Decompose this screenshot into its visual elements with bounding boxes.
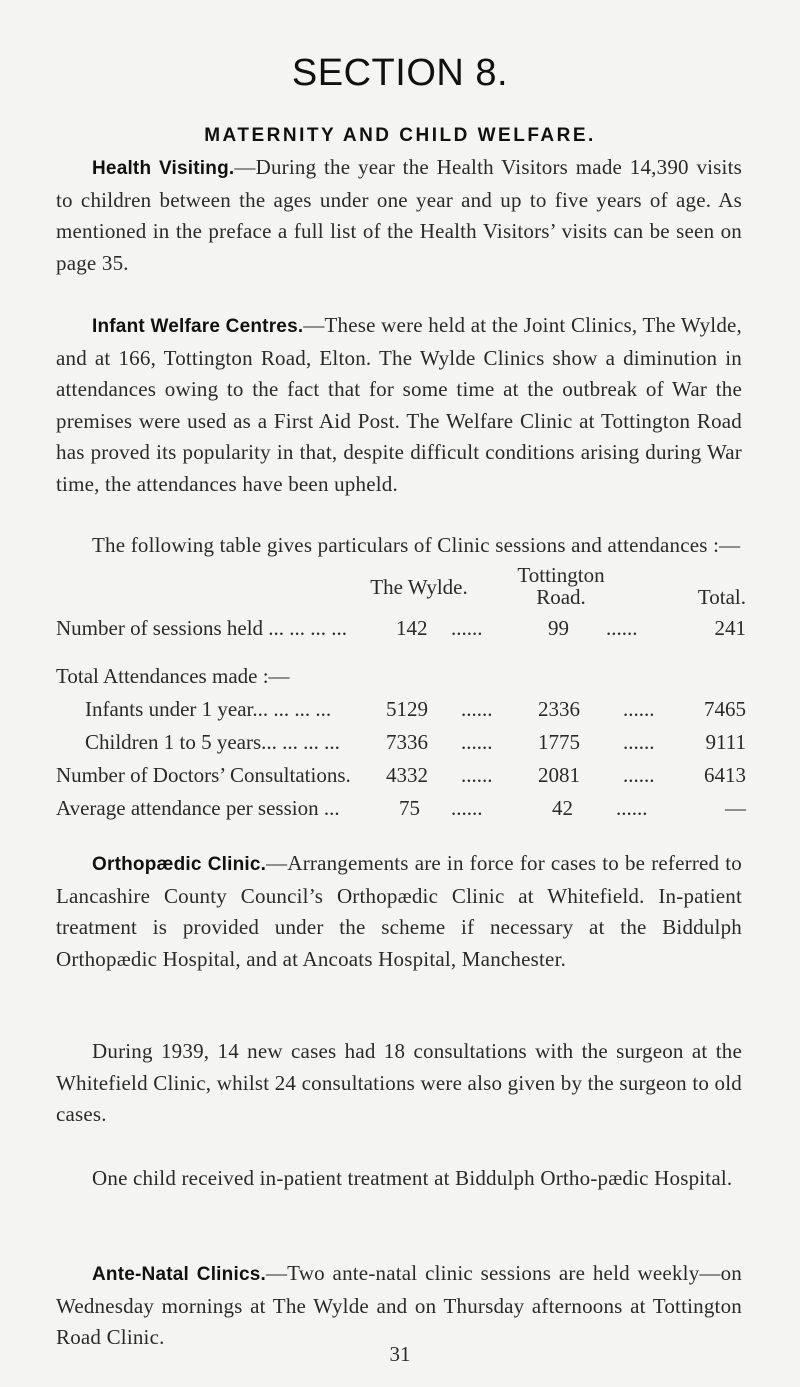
- attendances-label: Total Attendances made :—: [56, 664, 290, 688]
- section-title: SECTION 8.: [291, 52, 509, 94]
- row-label: Number of sessions held ... ... ... ...: [56, 616, 348, 640]
- col-header-tottington-line1: Tottington: [517, 563, 605, 587]
- infant-welfare-paragraph: [56, 310, 742, 500]
- cell-wylde: 75: [399, 796, 420, 820]
- leader-dots: ......: [461, 730, 493, 754]
- leader-dots: ......: [623, 763, 655, 787]
- table-row-sessions: [56, 612, 746, 644]
- ante-natal-paragraph: [56, 1258, 742, 1354]
- orthopaedic-heading: Orthopædic Clinic.: [92, 854, 267, 875]
- leader-dots: ......: [461, 763, 493, 787]
- health-visiting-heading: Health Visiting.: [92, 158, 235, 179]
- table-row-consultations: [56, 759, 746, 791]
- row-label: Children 1 to 5 years... ... ... ...: [85, 730, 340, 754]
- cell-total: —: [725, 796, 746, 820]
- col-header-wylde: The Wylde.: [370, 575, 468, 599]
- table-subheading: [56, 660, 746, 692]
- health-visiting-text: —During the year the Health Visitors made 14,390 visits to children between the ages under one year and up to five years of age. As mentioned in the preface a full list of the Health Visitors’ visits can be seen on page 35.: [56, 155, 742, 275]
- page-number: 31: [389, 1342, 411, 1366]
- table-row-infants: [56, 693, 746, 725]
- ante-natal-heading: Ante-Natal Clinics.: [92, 1264, 266, 1285]
- leader-dots: ......: [451, 616, 483, 640]
- cell-wylde: 5129: [386, 697, 428, 721]
- cell-wylde: 4332: [386, 763, 428, 787]
- cell-total: 7465: [704, 697, 746, 721]
- orthopaedic-text: —Arrangements are in force for cases to be referred to Lancashire County Council’s Orthopædic Clinic at Whitefield. In-patient treatment is provided under the scheme if necessary at the Biddulph Orthopædic Hospital, and at Ancoats Hospital, Manchester.: [56, 851, 742, 971]
- leader-dots: ......: [606, 616, 638, 640]
- cell-tottington: 1775: [538, 730, 580, 754]
- cell-tottington: 42: [552, 796, 573, 820]
- ante-natal-text: —Two ante-natal clinic sessions are held weekly—on Wednesday mornings at The Wylde and on Thursday afternoons at Tottington Road Clinic.: [56, 1261, 742, 1349]
- cell-total: 9111: [705, 730, 746, 754]
- row-label: Infants under 1 year... ... ... ...: [85, 697, 332, 721]
- infant-welfare-heading: Infant Welfare Centres.: [92, 316, 304, 337]
- section-subtitle: MATERNITY AND CHILD WELFARE.: [204, 125, 596, 146]
- row-label: Number of Doctors’ Consultations.: [56, 763, 351, 787]
- infant-welfare-text: —These were held at the Joint Clinics, The Wylde, and at 166, Tottington Road, Elton. The Wylde Clinics show a diminution in attendances owing to the fact that for some time at the outbreak of War the premises were used as a First Aid Post. The Welfare Clinic at Tottington Road has proved its popularity in that, despite difficult conditions arising during War time, the attendances have been upheld.: [56, 313, 742, 496]
- table-row-average: [56, 792, 746, 824]
- table-intro: The following table gives particulars of Clinic sessions and attendances :—: [92, 533, 741, 557]
- table-row-children: [56, 726, 746, 758]
- health-visiting-paragraph: [56, 152, 742, 279]
- col-header-total: Total.: [697, 585, 746, 609]
- col-header-tottington: [501, 564, 621, 608]
- orthopaedic-paragraph: [56, 848, 742, 975]
- cell-total: 6413: [704, 763, 746, 787]
- cell-total: 241: [714, 616, 746, 640]
- in-patient-paragraph: One child received in-patient treatment at Biddulph Ortho-pædic Hospital.: [92, 1166, 733, 1190]
- leader-dots: ......: [451, 796, 483, 820]
- cell-tottington: 2081: [538, 763, 580, 787]
- leader-dots: ......: [623, 730, 655, 754]
- leader-dots: ......: [461, 697, 493, 721]
- cell-wylde: 142: [396, 616, 428, 640]
- col-header-tottington-line2: Road.: [536, 585, 586, 609]
- cell-tottington: 2336: [538, 697, 580, 721]
- cases-1939-paragraph: During 1939, 14 new cases had 18 consultations with the surgeon at the Whitefield Clinic, whilst 24 consultations were also given by the surgeon to old cases.: [56, 1039, 742, 1126]
- leader-dots: ......: [623, 697, 655, 721]
- cell-tottington: 99: [548, 616, 569, 640]
- cell-wylde: 7336: [386, 730, 428, 754]
- leader-dots: ......: [616, 796, 648, 820]
- row-label: Average attendance per session ...: [56, 796, 340, 820]
